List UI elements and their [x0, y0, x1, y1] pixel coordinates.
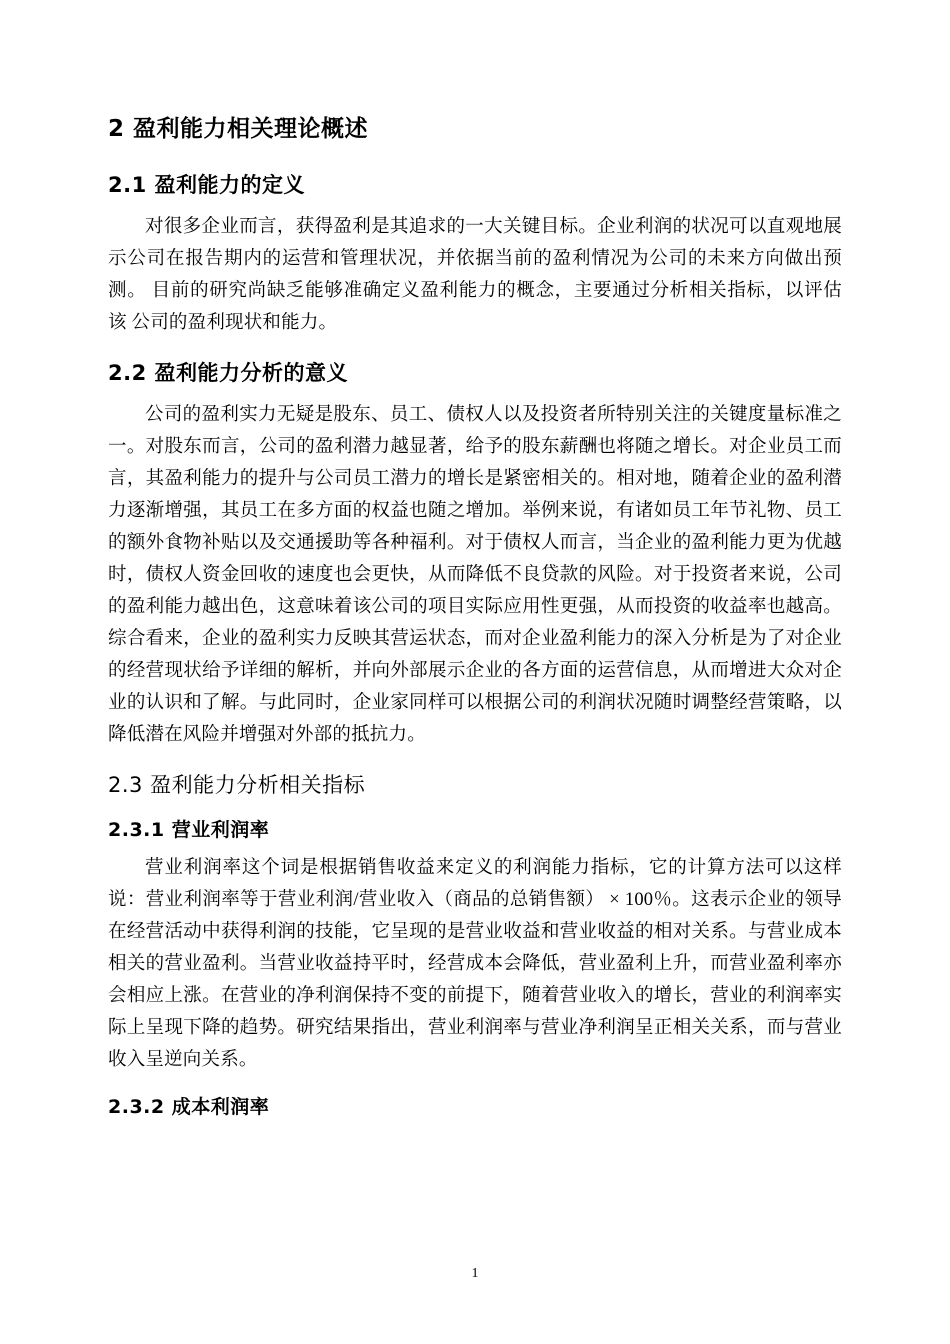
heading-section-2: 2 盈利能力相关理论概述: [108, 116, 369, 142]
heading-section-2-1: 2.1 盈利能力的定义: [108, 173, 306, 197]
heading-section-2-3-2: 2.3.2 成本利润率: [108, 1096, 270, 1118]
heading-section-2-2: 2.2 盈利能力分析的意义: [108, 361, 349, 385]
page-number: 1: [471, 1266, 479, 1281]
heading-section-2-3-1: 2.3.1 营业利润率: [108, 819, 270, 841]
paragraph-2-2-1: 公司的盈利实力无疑是股东、员工、债权人以及投资者所特别关注的关键度量标准之一。对股东而言，公司的盈利潜力越显著，给予的股东薪酬也将随之增长。对企业员工而言，其盈利能力的提升与公司员工潜力的增长是紧密相关的。相对地，随着企业的盈利潜力逐渐增强，其员工在多方面的权益也随之增加。举例来说，有诸如员工年节礼物、员工的额外食物补贴以及交通援助等各种福利。对于债权人而言，当企业的盈利能力更为优越时，债权人资金回收的速度也会更快，从而降低不良贷款的风险。对于投资者来说，公司的盈利能力越出色，这意味着该公司的项目实际应用性更强，从而投资的收益率也越高。综合看来，企业的盈利实力反映其营运状态，而对企业盈利能力的深入分析是为了对企业的经营现状给予详细的解析，并向外部展示企业的各方面的运营信息，从而增进大众对企业的认识和了解。与此同时，企业家同样可以根据公司的利润状况随时调整经营策略，以降低潜在风险并增强对外部的抵抗力。: [108, 405, 842, 745]
heading-section-2-3: 2.3 盈利能力分析相关指标: [108, 773, 366, 797]
paragraph-2-1-1: 对很多企业而言，获得盈利是其追求的一大关键目标。企业利润的状况可以直观地展示公司在报告期内的运营和管理状况，并依据当前的盈利情况为公司的未来方向做出预测。 目前的研究尚缺乏能够准确定义盈利能力的概念，主要通过分析相关指标，以评估该 公司的盈利现状和能力。: [108, 217, 842, 333]
paragraph-2-3-1-1: 营业利润率这个词是根据销售收益来定义的利润能力指标，它的计算方法可以这样说：营业利润率等于营业利润/营业收入（商品的总销售额） × 100％。这表示企业的领导 在经营活动中获得利润的技能，它呈现的是营业收益和营业收益的相对关系。与营业成本 相关的营业盈利。当营业收益持平时，经营成本会降低，营业盈利上升，而营业盈利率亦 会相应上涨。在营业的净利润保持不变的前提下，随着营业收入的增长，营业的利润率实 际上呈现下降的趋势。研究结果指出，营业利润率与营业净利润呈正相关关系，而与营业 收入呈逆向关系。: [108, 858, 842, 1070]
